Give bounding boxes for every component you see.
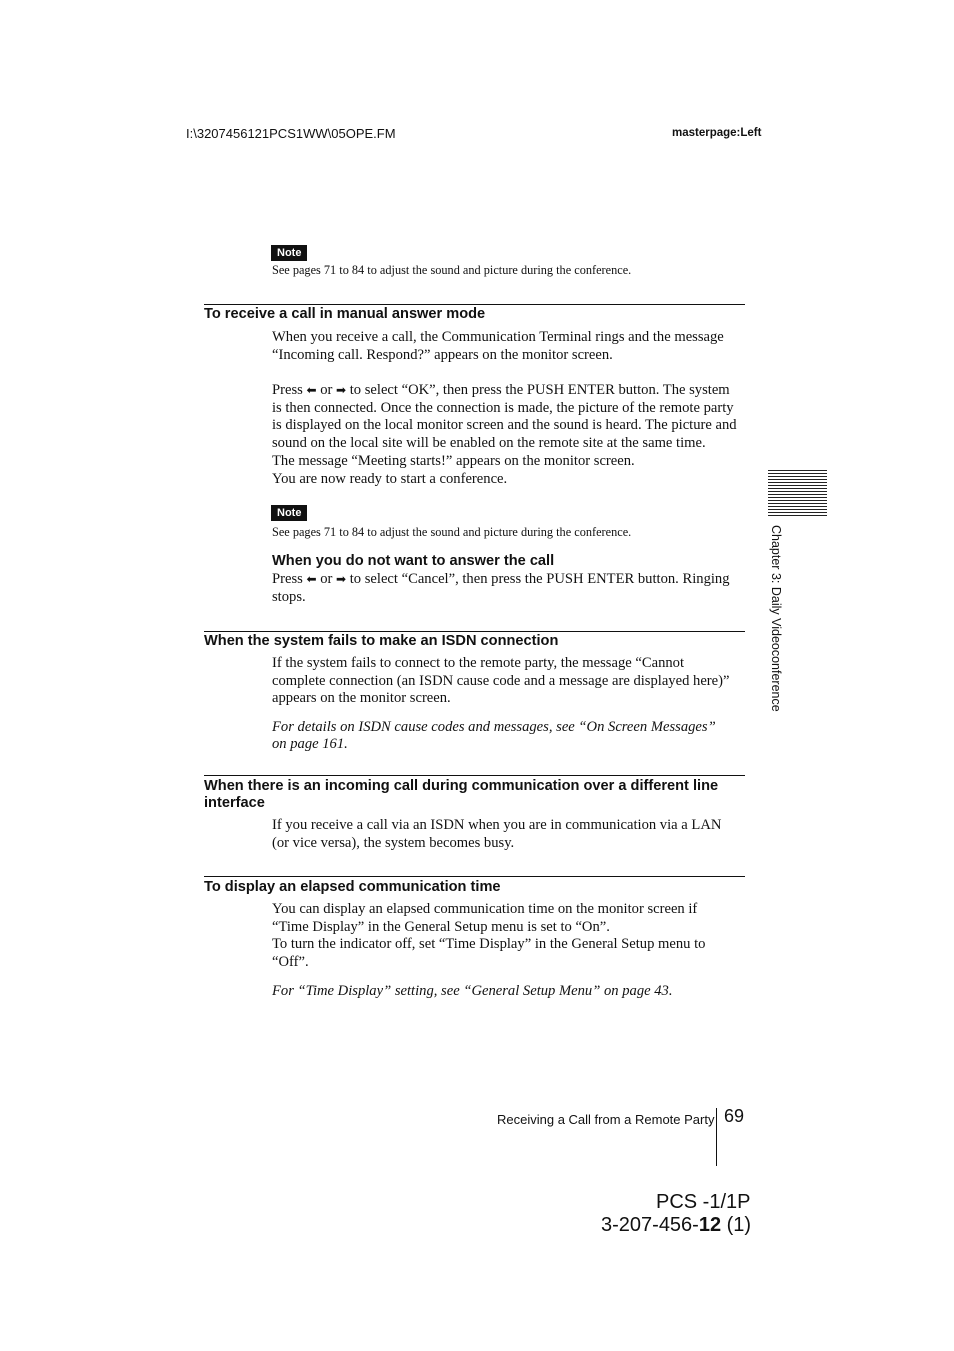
- page-number: 69: [724, 1106, 745, 1126]
- text-line: is displayed on the local monitor screen and the sound is heard. The picture and: [272, 417, 737, 434]
- note-badge-label: Note: [271, 245, 307, 261]
- note-badge-label: Note: [271, 505, 307, 521]
- note-text: See pages 71 to 84 to adjust the sound and picture during the conference.: [272, 263, 632, 277]
- text-line: The message “Meeting starts!” appears on the monitor screen.: [272, 452, 635, 469]
- text-line: If you receive a call via an ISDN when you are in communication via a LAN: [272, 817, 722, 833]
- note-text: See pages 71 to 84 to adjust the sound and picture during the conference.: [272, 525, 632, 539]
- text-line: You are now ready to start a conference.: [272, 470, 508, 487]
- section-heading-elapsed-time: To display an elapsed communication time: [204, 879, 501, 895]
- part-code: 3-207-456-12 (1): [601, 1214, 752, 1236]
- text-line: stops.: [272, 588, 306, 605]
- text-line: If the system fails to connect to the remote party, the message “Cannot: [272, 655, 685, 671]
- text-line: (or vice versa), the system becomes busy.: [272, 834, 515, 851]
- text-line: appears on the monitor screen.: [272, 690, 451, 707]
- header-file-path: I:\3207456121PCS1WW\05OPE.FM: [186, 126, 396, 141]
- text-line: Press ⬅ or ➡ to select “Cancel”, then press the PUSH ENTER button. Ringing: [272, 571, 730, 587]
- left-arrow-icon: ⬅: [306, 572, 317, 586]
- chapter-tab-lines: [768, 470, 827, 517]
- text-line: sound on the local site will be enabled on the remote site at the same time.: [272, 435, 706, 452]
- text-line: When you receive a call, the Communication Terminal rings and the message: [272, 329, 724, 345]
- text-line: complete connection (an ISDN cause code and a message are displayed here)”: [272, 672, 730, 689]
- footer-section-title: Receiving a Call from a Remote Party: [497, 1112, 715, 1127]
- section-divider: [204, 876, 745, 877]
- text-line: “Time Display” in the General Setup menu is set to “On”.: [272, 918, 610, 935]
- elapsed-time-text: [272, 901, 747, 972]
- section-heading-manual-answer: To receive a call in manual answer mode: [204, 306, 486, 322]
- heading-line: interface: [204, 795, 265, 811]
- chapter-tab-label: Chapter 3: Daily Videoconference: [769, 525, 783, 712]
- isdn-failure-text: [272, 655, 747, 708]
- section-heading-isdn-failure: When the system fails to make an ISDN connection: [204, 633, 559, 649]
- note-badge: [271, 243, 307, 261]
- sub-heading-do-not-answer: When you do not want to answer the call: [272, 553, 555, 569]
- text-line: Press ⬅ or ➡ to select “OK”, then press the PUSH ENTER button. The system: [272, 382, 730, 398]
- footer-divider: [716, 1108, 717, 1166]
- section-divider: [204, 304, 745, 305]
- manual-answer-intro: [272, 329, 747, 364]
- text-line: You can display an elapsed communication time on the monitor screen if: [272, 901, 698, 917]
- text-line: To turn the indicator off, set “Time Display” in the General Setup menu to: [272, 936, 706, 953]
- manual-answer-steps: [272, 382, 747, 488]
- header-masterpage: masterpage:Left: [672, 127, 762, 139]
- do-not-answer-text: [272, 571, 747, 606]
- text-line: For details on ISDN cause codes and messages, see “On Screen Messages”: [272, 719, 716, 735]
- text-line: “Incoming call. Respond?” appears on the monitor screen.: [272, 346, 613, 363]
- text-line: “Off”.: [272, 954, 309, 971]
- left-arrow-icon: ⬅: [306, 383, 317, 397]
- isdn-reference: [272, 719, 747, 752]
- text-line: is then connected. Once the connection is made, the picture of the remote party: [272, 399, 734, 416]
- right-arrow-icon: ➡: [336, 572, 347, 586]
- heading-line: When there is an incoming call during communication over a different line: [204, 778, 719, 794]
- section-divider: [204, 631, 745, 632]
- text-line: on page 161.: [272, 735, 348, 752]
- model-number: PCS -1/1P: [656, 1191, 751, 1213]
- section-heading-incoming-call: [204, 778, 718, 812]
- section-divider: [204, 775, 745, 776]
- note-badge: [271, 503, 307, 521]
- incoming-call-text: [272, 817, 747, 852]
- right-arrow-icon: ➡: [336, 383, 347, 397]
- elapsed-time-reference: For “Time Display” setting, see “General Setup Menu” on page 43.: [272, 983, 673, 999]
